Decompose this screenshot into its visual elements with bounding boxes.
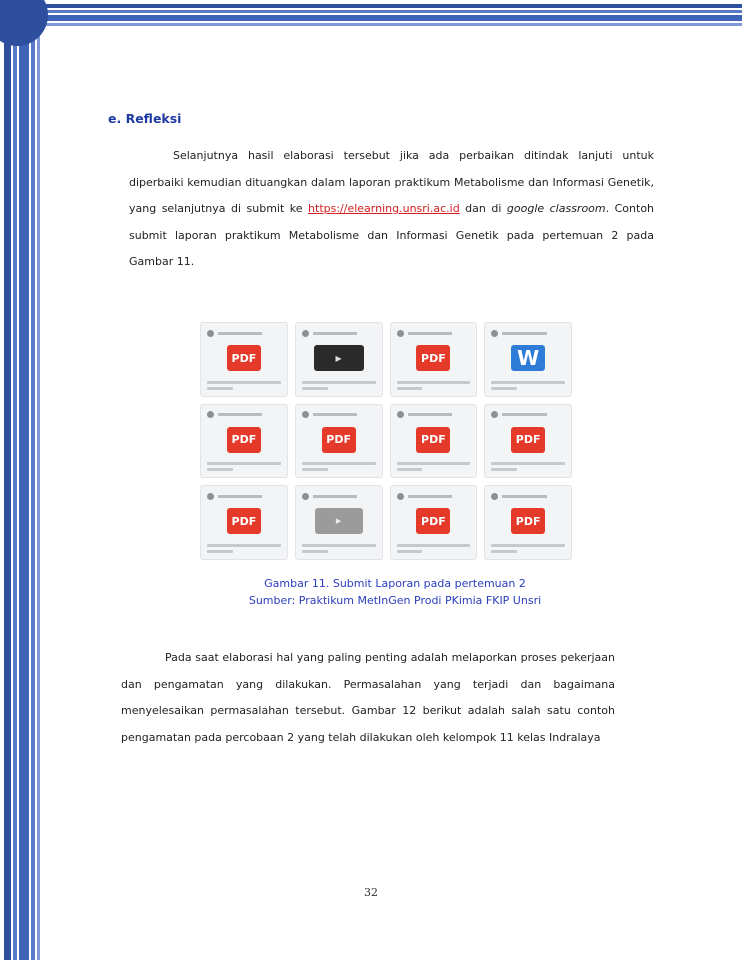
submission-card[interactable] xyxy=(484,404,572,479)
border-bar-top-4 xyxy=(30,23,742,26)
pdf-icon: PDF xyxy=(416,345,450,371)
file-meta-line xyxy=(207,550,233,553)
pdf-icon: PDF xyxy=(511,508,545,534)
file-name-line xyxy=(302,462,376,465)
card-header xyxy=(491,411,565,419)
page-number: 32 xyxy=(364,886,378,899)
file-name-line xyxy=(491,381,565,384)
file-name-line xyxy=(397,462,471,465)
submission-card[interactable] xyxy=(200,485,288,560)
avatar-icon xyxy=(207,411,214,418)
avatar-icon xyxy=(302,411,309,418)
card-title-line xyxy=(313,495,357,498)
file-name-line xyxy=(491,544,565,547)
paragraph-elaboration-text: Pada saat elaborasi hal yang paling penting adalah melaporkan proses pekerjaan dan pengamatan yang dilakukan. Permasalahan yang terjadi dan bagaimana menyelesaikan permasalahan tersebut. Gambar 12 berikut adalah salah satu contoh pengamatan pada percobaan 2 yang telah dilakukan oleh kelompok 11 kelas Indralaya xyxy=(121,651,615,744)
avatar-icon xyxy=(397,330,404,337)
card-title-line xyxy=(218,332,262,335)
submission-card[interactable] xyxy=(200,404,288,479)
file-name-line xyxy=(397,381,471,384)
card-title-line xyxy=(502,413,546,416)
submission-card[interactable] xyxy=(295,485,383,560)
avatar-icon xyxy=(302,493,309,500)
word-doc-icon: W xyxy=(511,345,545,371)
avatar-icon xyxy=(207,493,214,500)
pdf-icon: PDF xyxy=(227,345,261,371)
card-header xyxy=(302,329,376,337)
section-heading: e. Refleksi xyxy=(108,111,182,126)
file-meta-line xyxy=(302,468,328,471)
card-header xyxy=(397,329,471,337)
paragraph-reflection xyxy=(129,143,654,276)
pdf-icon: PDF xyxy=(227,427,261,453)
file-name-line xyxy=(207,544,281,547)
submission-screenshot-figure xyxy=(200,322,572,560)
file-meta-line xyxy=(491,468,517,471)
card-footer xyxy=(491,378,565,390)
avatar-icon xyxy=(397,411,404,418)
file-meta-line xyxy=(207,468,233,471)
submission-card[interactable] xyxy=(390,322,478,397)
file-meta-line xyxy=(491,387,517,390)
file-meta-line xyxy=(302,550,328,553)
figure-caption-title: Gambar 11. Submit Laporan pada pertemuan 2 xyxy=(264,577,526,590)
card-footer xyxy=(491,541,565,553)
avatar-icon xyxy=(491,411,498,418)
file-name-line xyxy=(302,381,376,384)
card-header xyxy=(207,411,281,419)
border-bar-left-5 xyxy=(37,0,40,960)
card-title-line xyxy=(408,495,452,498)
card-footer xyxy=(207,459,281,471)
border-bar-left-3 xyxy=(19,0,29,960)
avatar-icon xyxy=(491,330,498,337)
border-bar-left-4 xyxy=(31,0,35,960)
elearning-link[interactable]: https://elearning.unsri.ac.id xyxy=(308,202,460,215)
card-header xyxy=(491,329,565,337)
card-header xyxy=(397,492,471,500)
pdf-icon: PDF xyxy=(416,508,450,534)
file-name-line xyxy=(302,544,376,547)
card-footer xyxy=(397,459,471,471)
file-name-line xyxy=(491,462,565,465)
card-header xyxy=(207,329,281,337)
pdf-icon: PDF xyxy=(416,427,450,453)
submission-card[interactable] xyxy=(484,322,572,397)
paragraph-text-3: . Contoh submit laporan praktikum Metabolisme dan Informasi Genetik pada pertemuan 2 pada Gambar 11. xyxy=(129,202,655,268)
border-bar-top-1 xyxy=(30,4,742,8)
paragraph-elaboration xyxy=(121,645,615,751)
card-title-line xyxy=(218,413,262,416)
file-name-line xyxy=(207,462,281,465)
submission-card[interactable] xyxy=(295,322,383,397)
avatar-icon xyxy=(491,493,498,500)
paragraph-text-2: dan di xyxy=(459,202,507,215)
submission-card[interactable] xyxy=(390,404,478,479)
pdf-icon: PDF xyxy=(322,427,356,453)
file-meta-line xyxy=(397,550,423,553)
file-meta-line xyxy=(397,387,423,390)
pdf-icon: PDF xyxy=(227,508,261,534)
submission-card[interactable] xyxy=(295,404,383,479)
card-header xyxy=(491,492,565,500)
file-name-line xyxy=(397,544,471,547)
card-title-line xyxy=(313,413,357,416)
file-meta-line xyxy=(207,387,233,390)
card-header xyxy=(397,411,471,419)
card-footer xyxy=(397,378,471,390)
video-thumbnail: ▶ xyxy=(314,345,364,371)
paragraph-italic: google classroom xyxy=(506,202,606,215)
card-title-line xyxy=(218,495,262,498)
card-footer xyxy=(302,459,376,471)
card-header xyxy=(207,492,281,500)
card-footer xyxy=(491,459,565,471)
card-title-line xyxy=(502,332,546,335)
figure-caption-source: Sumber: Praktikum MetInGen Prodi PKimia FKIP Unsri xyxy=(248,594,542,607)
submission-card[interactable] xyxy=(484,485,572,560)
card-header xyxy=(302,492,376,500)
border-bar-top-2 xyxy=(30,10,742,13)
card-title-line xyxy=(408,413,452,416)
file-meta-line xyxy=(302,387,328,390)
paragraph-text-1: Selanjutnya hasil elaborasi tersebut jika ada perbaikan ditindak lanjuti untuk diperbaiki kemudian dituangkan dalam laporan praktikum Metabolisme dan Informasi Genetik, yang selanjutnya di submit ke xyxy=(129,149,654,215)
video-thumbnail: ▶ xyxy=(315,508,363,534)
card-footer xyxy=(302,541,376,553)
file-meta-line xyxy=(491,550,517,553)
avatar-icon xyxy=(302,330,309,337)
card-title-line xyxy=(313,332,357,335)
border-bar-left-1 xyxy=(4,0,11,960)
pdf-icon: PDF xyxy=(511,427,545,453)
file-name-line xyxy=(207,381,281,384)
border-bar-left-2 xyxy=(13,0,17,960)
submission-card[interactable] xyxy=(390,485,478,560)
card-footer xyxy=(207,541,281,553)
card-title-line xyxy=(408,332,452,335)
card-title-line xyxy=(502,495,546,498)
avatar-icon xyxy=(207,330,214,337)
file-meta-line xyxy=(397,468,423,471)
corner-circle-ornament xyxy=(0,0,48,46)
card-footer xyxy=(207,378,281,390)
card-footer xyxy=(302,378,376,390)
avatar-icon xyxy=(397,493,404,500)
card-header xyxy=(302,411,376,419)
submission-card[interactable] xyxy=(200,322,288,397)
card-footer xyxy=(397,541,471,553)
border-bar-top-3 xyxy=(30,15,742,21)
